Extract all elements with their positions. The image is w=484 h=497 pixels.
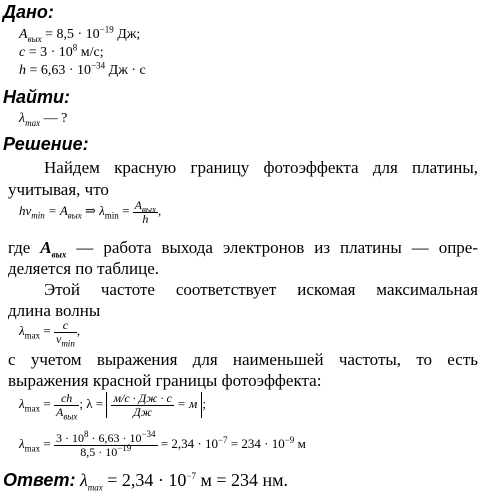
answer-label: Ответ: bbox=[3, 470, 76, 490]
solution-paragraph-1-line-1: Найдем красную границу фотоэффекта для платины, bbox=[44, 158, 478, 177]
find-lambda-max: $\lambda_{max}$ — ? bbox=[19, 111, 68, 128]
solution-heading: Решение: bbox=[3, 134, 89, 154]
equation-lambda-units: $\lambda_{max}$ = $\frac{ch}{A_{вых}}$ ; λ = $\frac{м/с \cdot Дж \cdot с}{Дж}$ = м ; bbox=[19, 391, 206, 421]
equation-numeric-result: $\lambda_{max}$ = $\frac{3 \cdot 10^8 \cdot 6,63 \cdot 10^{-34}}{8,5 \cdot 10^{-19}}$ = $2,34 \cdot 10^{-7} = 234 \cdot 10^{-9}$ м bbox=[19, 429, 306, 459]
given-heading: Дано: bbox=[3, 2, 54, 22]
find-heading: Найти: bbox=[3, 87, 70, 107]
fraction-ch-over-a: $\frac{ch}{A_{вых}}$ bbox=[55, 391, 78, 421]
answer-line: Ответ: $\lambda_{max} = 2,34 \cdot 10^{-7}$ м = 234 нм. bbox=[3, 470, 289, 493]
given-speed-of-light: $c = 3 \cdot 10^8$ м/с; bbox=[19, 42, 104, 60]
solution-paragraph-3-line-2: длина волны bbox=[8, 301, 101, 320]
equation-lambda-max: $\lambda_{max}$ = $\frac{c}{\nu_{min}}$ , bbox=[19, 318, 81, 348]
solution-paragraph-2-line-2: деляется по таблице. bbox=[8, 259, 160, 278]
solution-paragraph-4-line-2: выражения красной границы фотоэффекта: bbox=[8, 371, 322, 390]
given-planck-constant: $h = 6,63 \cdot 10^{-34}$ Дж · с bbox=[19, 60, 146, 78]
fraction-c-over-nu: $\frac{c}{\nu_{min}}$ bbox=[55, 318, 75, 348]
solution-paragraph-2-line-1: где $A_{вых}$ — работа выхода электронов из платины — опре- bbox=[8, 238, 478, 260]
units-bracket: $\frac{м/с \cdot Дж \cdot с}{Дж}$ = м bbox=[106, 392, 202, 418]
solution-paragraph-4-line-1: с учетом выражения для наименьшей частоты, то есть bbox=[8, 350, 478, 369]
fraction-a-over-h: $\frac{A_{вых}}{h}$ bbox=[134, 198, 156, 226]
solution-paragraph-1-line-2: учитывая, что bbox=[8, 180, 109, 199]
equation-red-boundary: $h\nu_{min} = A_{вых}$ ⇒ $\lambda_{min}$ = $\frac{A_{вых}}{h}$ , bbox=[19, 198, 162, 226]
given-work-function: $A_{вых} = 8,5 \cdot 10^{-19}$ Дж; bbox=[19, 24, 141, 44]
fraction-numeric: $\frac{3 \cdot 10^8 \cdot 6,63 \cdot 10^{-34}}{8,5 \cdot 10^{-19}}$ bbox=[55, 429, 156, 459]
solution-paragraph-3-line-1: Этой частоте соответствует искомая максимальная bbox=[44, 280, 478, 299]
